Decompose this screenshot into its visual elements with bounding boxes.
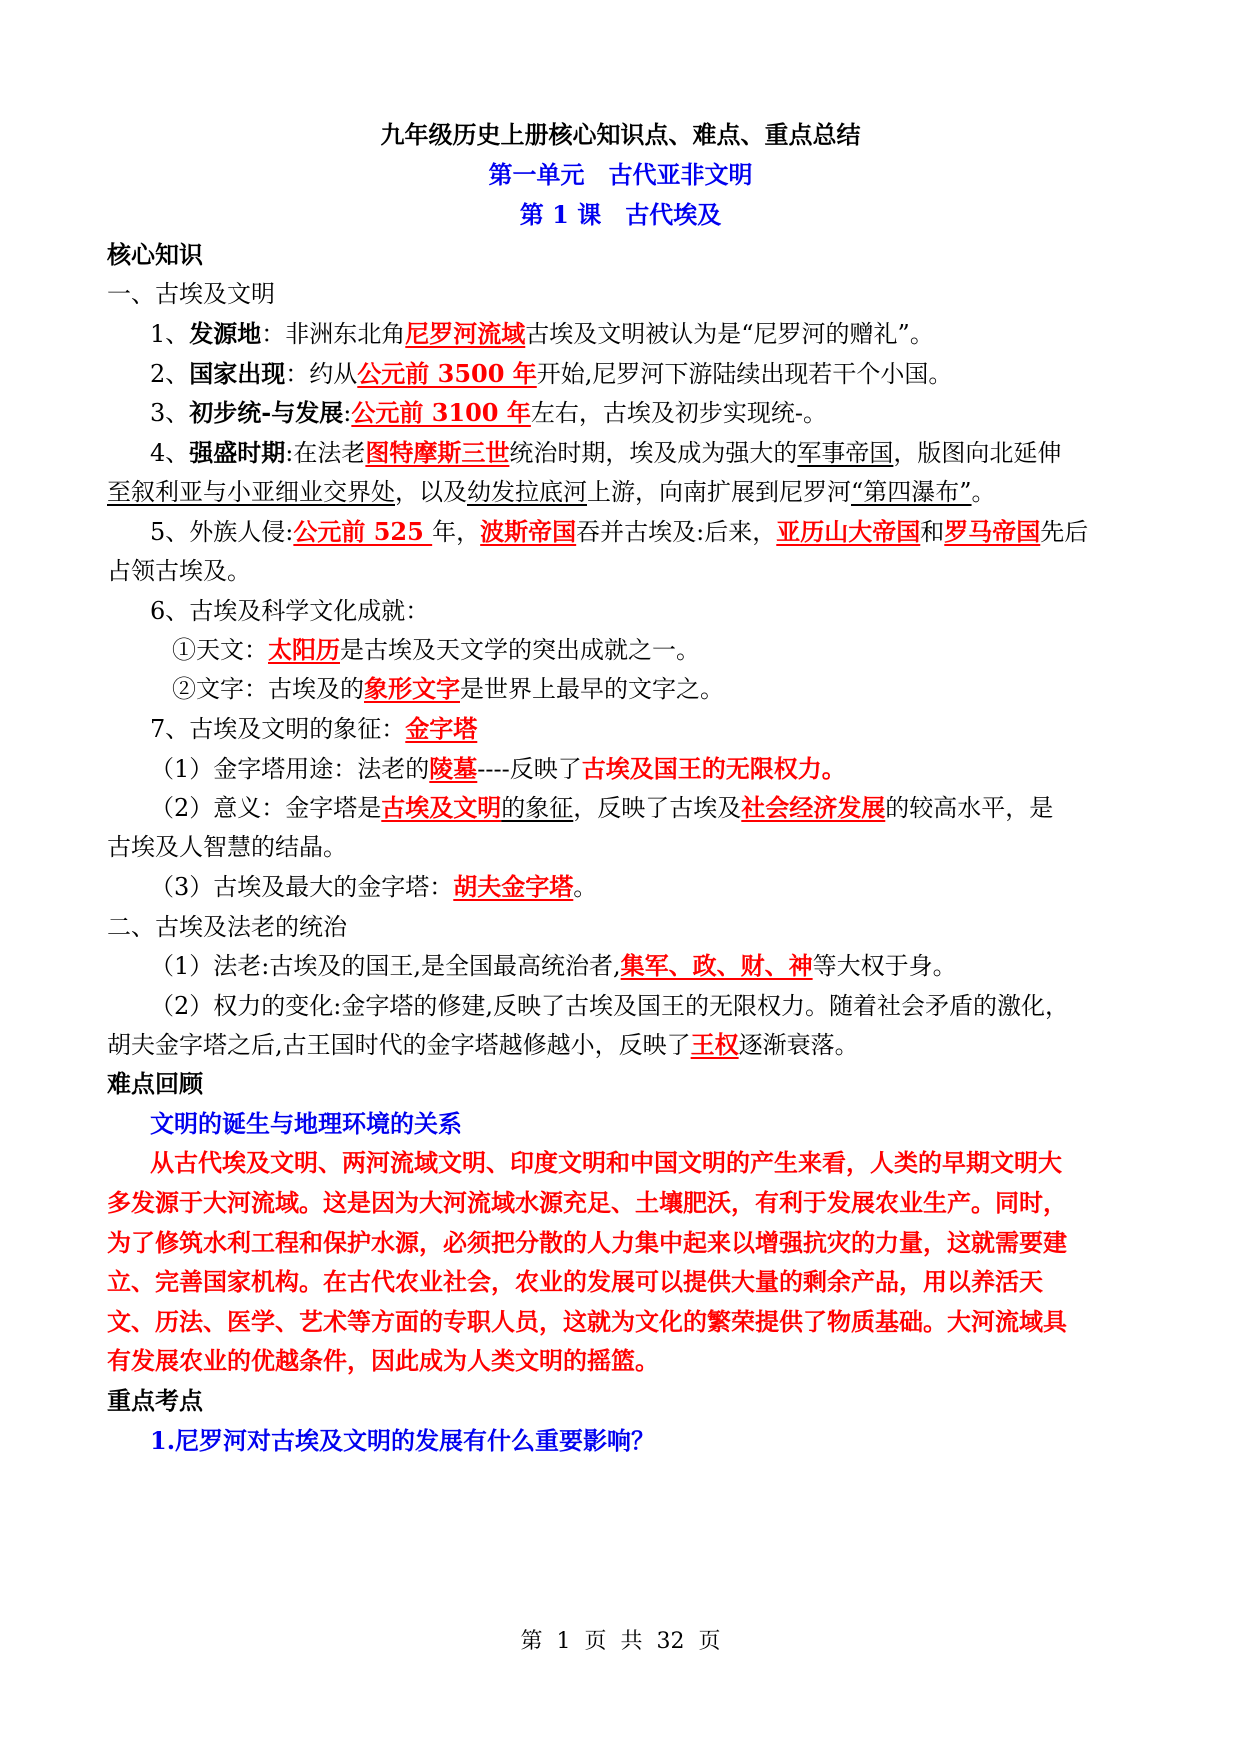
difficulty-line: 文、历法、医学、艺术等方面的专职人员，这就为文化的繁荣提供了物质基础。大河流域具 bbox=[107, 1307, 1067, 1336]
difficulty-line: 多发源于大河流域。这是因为大河流域水源充足、土壤肥沃，有利于发展农业生产。同时， bbox=[107, 1188, 1067, 1217]
point-prosperity-cont: 至叙利亚与小亚细业交界处，以及幼发拉底河上游，向南扩展到尼罗河“第四瀑布”。 bbox=[107, 478, 996, 506]
point-unification: 3、初步统-与发展:公元前 3100 年左右，古埃及初步实现统-。 bbox=[150, 398, 827, 427]
key-question-1: 1.尼罗河对古埃及文明的发展有什么重要影响？ bbox=[150, 1426, 656, 1455]
point-prosperity: 4、强盛时期:在法老图特摩斯三世统治时期，埃及成为强大的军事帝国，版图向北延伸 bbox=[150, 438, 1062, 467]
point-invasion: 5、外族人侵:公元前 525 年，波斯帝国吞并古埃及:后来，亚历山大帝国和罗马帝国先后 bbox=[150, 517, 1089, 546]
pyramid-use: （1）金字塔用途：法老的陵墓----反映了古埃及国王的无限权力。 bbox=[150, 754, 846, 783]
point-state-emergence: 2、国家出现：约从公元前 3500 年开始,尼罗河下游陆续出现若干个小国。 bbox=[150, 359, 953, 388]
unit-title: 第一单元 古代亚非文明 bbox=[488, 160, 753, 189]
lesson-title: 第 1 课 古代埃及 bbox=[519, 200, 722, 229]
pyramid-largest: （3）古埃及最大的金字塔：胡夫金字塔。 bbox=[150, 872, 598, 901]
point-invasion-cont: 占领古埃及。 bbox=[107, 557, 251, 585]
point-origin: 1、发源地：非洲东北角尼罗河流域古埃及文明被认为是“尼罗河的赠礼”。 bbox=[150, 319, 934, 348]
page-footer: 第 1 页 共 32 页 bbox=[520, 1629, 721, 1654]
difficulty-line: 有发展农业的优越条件，因此成为人类文明的摇篮。 bbox=[107, 1346, 659, 1375]
power-change: （2）权力的变化:金字塔的修建,反映了古埃及国王的无限权力。随着社会矛盾的激化， bbox=[150, 992, 1069, 1020]
difficulty-line: 从古代埃及文明、两河流域文明、印度文明和中国文明的产生来看，人类的早期文明大 bbox=[150, 1148, 1062, 1177]
core-knowledge-heading: 核心知识 bbox=[107, 240, 203, 269]
section-heading-2: 二、古埃及法老的统治 bbox=[107, 913, 347, 941]
section-heading: 一、古埃及文明 bbox=[107, 280, 275, 308]
power-change-cont: 胡夫金字塔之后,古王国时代的金字塔越修越小，反映了王权逐渐衰落。 bbox=[107, 1030, 859, 1059]
pyramid-meaning-cont: 古埃及人智慧的结晶。 bbox=[107, 833, 347, 861]
pyramid-meaning: （2）意义：金字塔是古埃及文明的象征，反映了古埃及社会经济发展的较高水平，是 bbox=[150, 793, 1054, 822]
culture-writing: ②文字：古埃及的象形文字是世界上最早的文字之。 bbox=[172, 674, 724, 703]
difficulty-line: 为了修筑水利工程和保护水源，必须把分散的人力集中起来以增强抗灾的力量，这就需要建 bbox=[107, 1228, 1067, 1257]
difficulty-line: 立、完善国家机构。在古代农业社会，农业的发展可以提供大量的剩余产品，用以养活天 bbox=[107, 1267, 1043, 1296]
key-points-heading: 重点考点 bbox=[107, 1386, 203, 1415]
culture-astronomy: ①天文：太阳历是古埃及天文学的突出成就之一。 bbox=[172, 635, 700, 664]
document-title: 九年级历史上册核心知识点、难点、重点总结 bbox=[380, 120, 861, 149]
difficulty-heading: 难点回顾 bbox=[107, 1069, 203, 1098]
difficulty-title: 文明的诞生与地理环境的关系 bbox=[150, 1109, 462, 1138]
point-culture: 6、古埃及科学文化成就： bbox=[150, 597, 430, 625]
pharaoh-definition: （1）法老:古埃及的国王,是全国最高统治者,集军、政、财、神等大权于身。 bbox=[150, 951, 957, 980]
point-symbol: 7、古埃及文明的象征：金字塔 bbox=[150, 714, 478, 743]
